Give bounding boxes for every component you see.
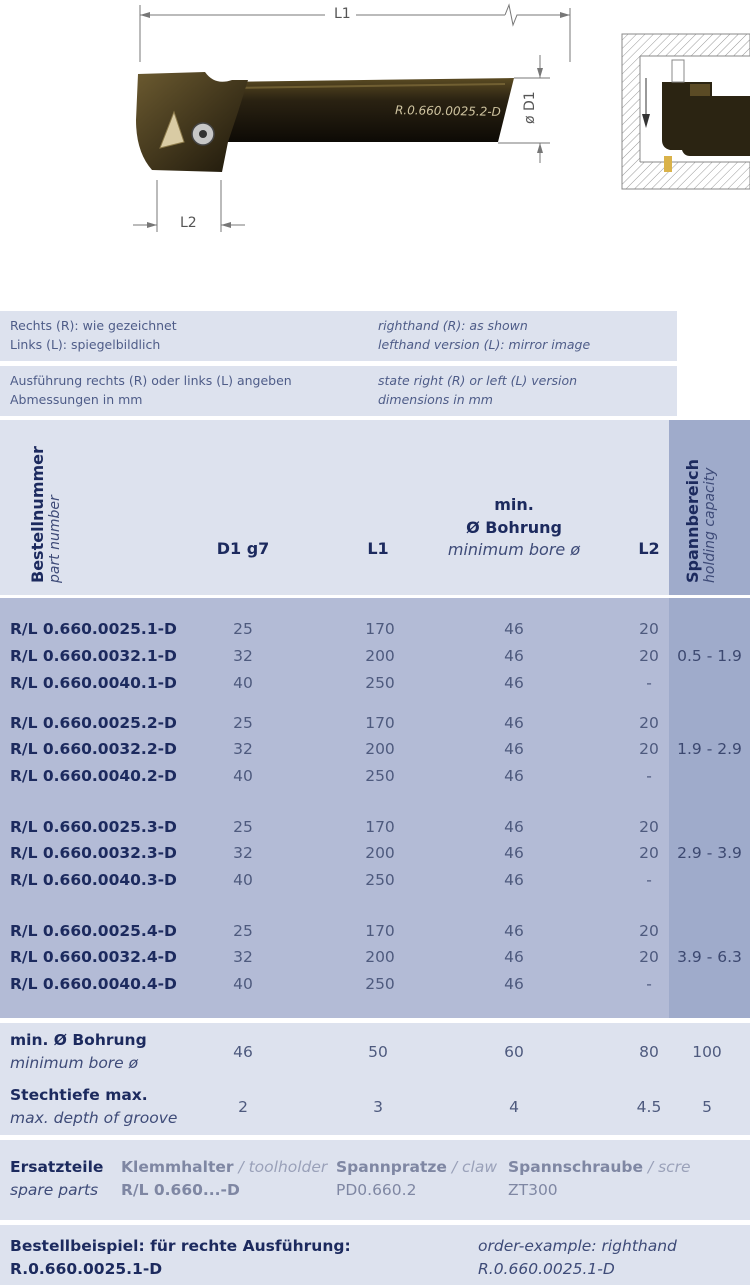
order-example-en: order-example: righthand R.0.660.0025.1-D	[478, 1237, 677, 1278]
spare-toolholder: Klemmhalter / toolholder R/L 0.660...-D	[121, 1158, 328, 1199]
part-number: R/L 0.660.0025.3-D	[10, 818, 177, 836]
clamp-screw-socket	[199, 130, 207, 138]
table-row	[0, 871, 750, 897]
arrow-l1-left	[140, 12, 150, 18]
l1-value: 250	[365, 767, 395, 785]
shank-marking: R.0.660.0025.2-D	[394, 103, 502, 119]
bore-value: 46	[504, 844, 524, 862]
bore-value: 46	[504, 647, 524, 665]
l2-value: 20	[639, 714, 659, 732]
depth-value: 4	[509, 1098, 519, 1116]
l2-value: -	[646, 674, 652, 692]
table-row	[0, 922, 750, 948]
side-view	[622, 34, 750, 189]
d1-value: 25	[233, 922, 253, 940]
l1-value: 170	[365, 714, 395, 732]
part-number: R/L 0.660.0025.1-D	[10, 620, 177, 638]
bore-value: 46	[504, 871, 524, 889]
order-example-de: Bestellbeispiel: für rechte Ausführung: R.0.660.0025.1-D	[10, 1237, 351, 1278]
l2-value: 20	[639, 620, 659, 638]
header-capacity: Spannbereich holding capacity	[683, 459, 718, 583]
bore-value: 60	[504, 1043, 524, 1061]
bore-value: 46	[504, 674, 524, 692]
d1-value: 25	[233, 818, 253, 836]
l2-value: 20	[639, 844, 659, 862]
bore-value: 100	[692, 1043, 722, 1061]
arrow-l1-right	[560, 12, 570, 18]
d1-value: 32	[233, 844, 253, 862]
d1-value: 32	[233, 948, 253, 966]
info-en: righthand (R): as shown lefthand version (L): mirror image	[378, 318, 591, 352]
tool-drawing-svg	[0, 0, 750, 300]
tool-head	[136, 72, 248, 172]
depth-value: 5	[702, 1098, 712, 1116]
part-number: R/L 0.660.0025.2-D	[10, 714, 177, 732]
d1-value: 40	[233, 871, 253, 889]
d1-value: 32	[233, 647, 253, 665]
d1-value: 25	[233, 714, 253, 732]
bore-value: 80	[639, 1043, 659, 1061]
info-de: Ausführung rechts (R) oder links (L) angeben Abmessungen in mm	[10, 373, 292, 407]
l2-value: -	[646, 767, 652, 785]
spare-screw: Spannschraube / scre ZT300	[508, 1158, 691, 1199]
d1-value: 25	[233, 620, 253, 638]
depth-value: 4.5	[636, 1098, 662, 1116]
bore-value: 46	[233, 1043, 253, 1061]
table-row	[0, 818, 750, 844]
table-row	[0, 975, 750, 1001]
header-min-bore: min. Ø Bohrung minimum bore ø	[447, 495, 581, 559]
l1-value: 170	[365, 818, 395, 836]
bore-value: 46	[504, 975, 524, 993]
depth-value: 3	[373, 1098, 383, 1116]
depth-value: 2	[238, 1098, 248, 1116]
order-example	[0, 1225, 750, 1285]
l1-value: 170	[365, 922, 395, 940]
capacity-value: 0.5 - 1.9	[677, 647, 742, 665]
d1-value: 40	[233, 975, 253, 993]
arrow-l2-right	[221, 222, 231, 228]
bore-value: 46	[504, 922, 524, 940]
spare-parts	[0, 1140, 750, 1220]
bore-value: 46	[504, 714, 524, 732]
arrow-d1-bottom	[537, 143, 543, 153]
info-box-dimensions	[0, 366, 677, 416]
part-number: R/L 0.660.0040.2-D	[10, 767, 177, 785]
info-en: state right (R) or left (L) version dimensions in mm	[378, 373, 578, 407]
bore-value: 46	[504, 620, 524, 638]
bore-label: min. Ø Bohrung minimum bore ø	[10, 1031, 147, 1072]
table-row	[0, 714, 750, 740]
table-row	[0, 740, 750, 766]
arrow-l2-left	[147, 222, 157, 228]
d1-value: 40	[233, 767, 253, 785]
table-header	[0, 420, 750, 595]
d1-value: 40	[233, 674, 253, 692]
depth-label: Stechtiefe max. max. depth of groove	[10, 1086, 178, 1127]
table-row	[0, 674, 750, 700]
header-l2: L2	[638, 539, 660, 558]
part-number: R/L 0.660.0040.1-D	[10, 674, 177, 692]
l1-value: 250	[365, 975, 395, 993]
arrow-d1-top	[537, 68, 543, 78]
capacity-value: 2.9 - 3.9	[677, 844, 742, 862]
part-number: R/L 0.660.0040.3-D	[10, 871, 177, 889]
l2-value: 20	[639, 647, 659, 665]
d1-value: 32	[233, 740, 253, 758]
capacity-value: 3.9 - 6.3	[677, 948, 742, 966]
l2-value: 20	[639, 922, 659, 940]
bore-groove-table	[0, 1023, 750, 1135]
dimension-l1	[140, 5, 570, 62]
bore-value: 46	[504, 818, 524, 836]
bore-value: 46	[504, 948, 524, 966]
bore-value: 50	[368, 1043, 388, 1061]
label-l2: L2	[176, 215, 201, 231]
l1-value: 250	[365, 871, 395, 889]
l1-value: 200	[365, 647, 395, 665]
capacity-value: 1.9 - 2.9	[677, 740, 742, 758]
part-number: R/L 0.660.0032.1-D	[10, 647, 177, 665]
spare-claw: Spannpratze / claw PD0.660.2	[336, 1158, 498, 1199]
info-box-orientation	[0, 311, 677, 361]
table-row	[0, 620, 750, 646]
header-capacity-cell	[669, 420, 750, 595]
part-number: R/L 0.660.0032.2-D	[10, 740, 177, 758]
l1-value: 170	[365, 620, 395, 638]
header-part-number: Bestellnummer part number	[28, 446, 63, 583]
l2-value: 20	[639, 740, 659, 758]
part-number: R/L 0.660.0040.4-D	[10, 975, 177, 993]
table-row	[0, 844, 750, 870]
info-de: Rechts (R): wie gezeichnet Links (L): spiegelbildlich	[10, 318, 177, 352]
part-number: R/L 0.660.0032.4-D	[10, 948, 177, 966]
header-l1: L1	[367, 539, 389, 558]
l2-value: -	[646, 871, 652, 889]
table-row	[0, 948, 750, 974]
l2-value: -	[646, 975, 652, 993]
l2-value: 20	[639, 948, 659, 966]
bore-value: 46	[504, 740, 524, 758]
l1-value: 250	[365, 674, 395, 692]
part-number: R/L 0.660.0025.4-D	[10, 922, 177, 940]
table-row	[0, 647, 750, 673]
l1-value: 200	[365, 844, 395, 862]
l2-value: 20	[639, 818, 659, 836]
table-row	[0, 767, 750, 793]
technical-drawing	[0, 0, 750, 300]
l1-value: 200	[365, 740, 395, 758]
part-number: R/L 0.660.0032.3-D	[10, 844, 177, 862]
l1-value: 200	[365, 948, 395, 966]
label-l1: L1	[330, 6, 355, 22]
table-body	[0, 598, 750, 1018]
spare-parts-title: Ersatzteile spare parts	[10, 1158, 104, 1199]
header-d1: D1 g7	[216, 539, 270, 558]
label-d1: ø D1	[522, 91, 538, 124]
bore-value: 46	[504, 767, 524, 785]
